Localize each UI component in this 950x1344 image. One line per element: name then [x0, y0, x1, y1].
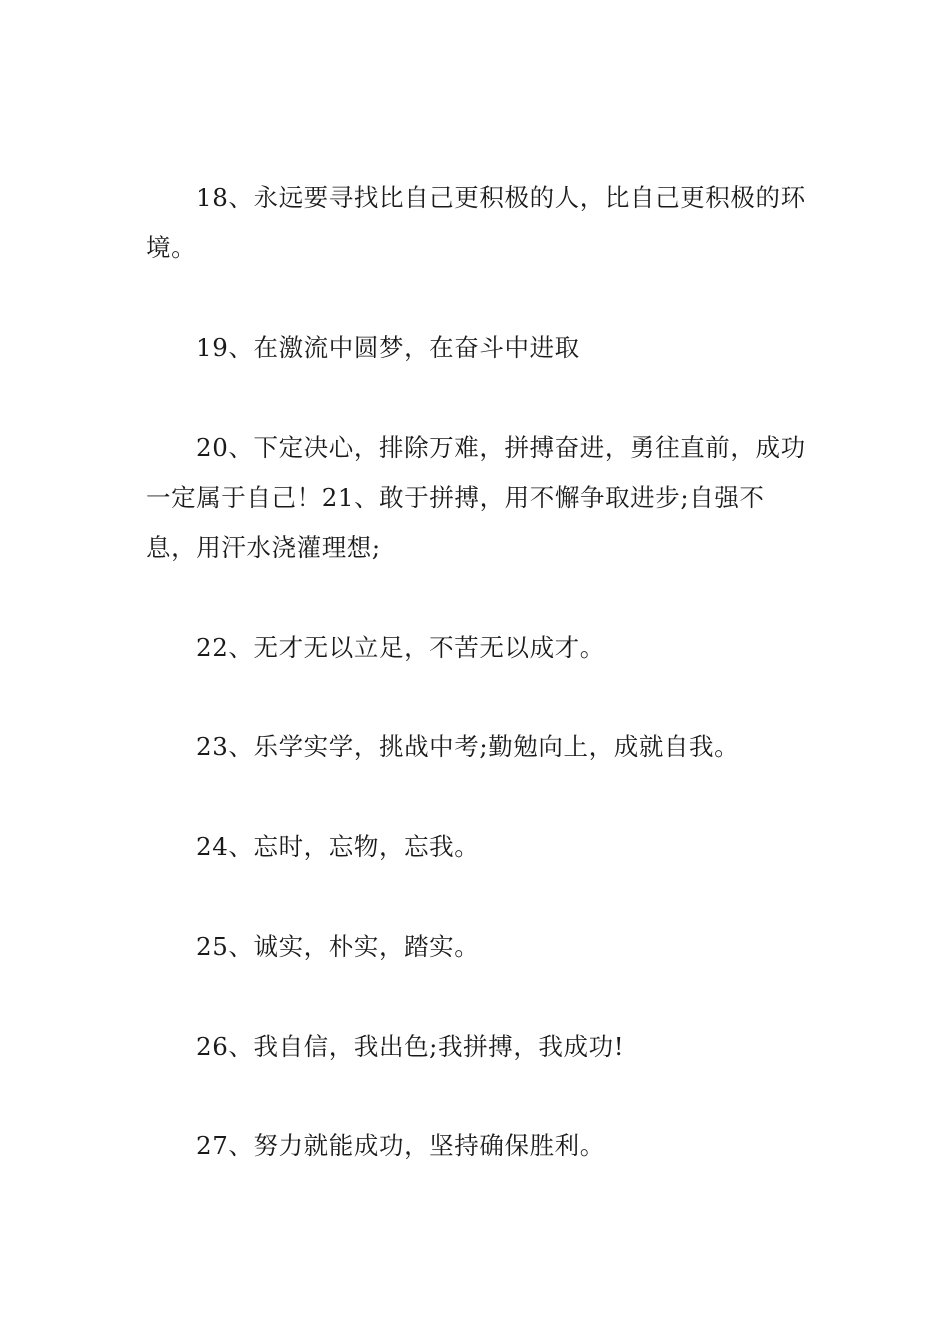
paragraph-20-21: 20、下定决心，排除万难，拼搏奋进，勇往直前，成功一定属于自己！21、敢于拼搏，用不懈争取进步;自强不息，用汗水浇灌理想;	[146, 433, 806, 562]
paragraph-27: 27、努力就能成功，坚持确保胜利。	[196, 1131, 605, 1160]
paragraph-22: 22、无才无以立足，不苦无以成才。	[196, 633, 605, 662]
paragraph-26: 26、我自信，我出色;我拼搏，我成功!	[196, 1032, 625, 1061]
paragraph-25: 25、诚实，朴实，踏实。	[196, 932, 480, 961]
paragraph-19: 19、在激流中圆梦，在奋斗中进取	[196, 333, 580, 362]
paragraph-18: 18、永远要寻找比自己更积极的人，比自己更积极的环境。	[146, 183, 806, 262]
paragraph-23: 23、乐学实学，挑战中考;勤勉向上，成就自我。	[196, 732, 740, 761]
paragraph-24: 24、忘时，忘物，忘我。	[196, 832, 480, 861]
